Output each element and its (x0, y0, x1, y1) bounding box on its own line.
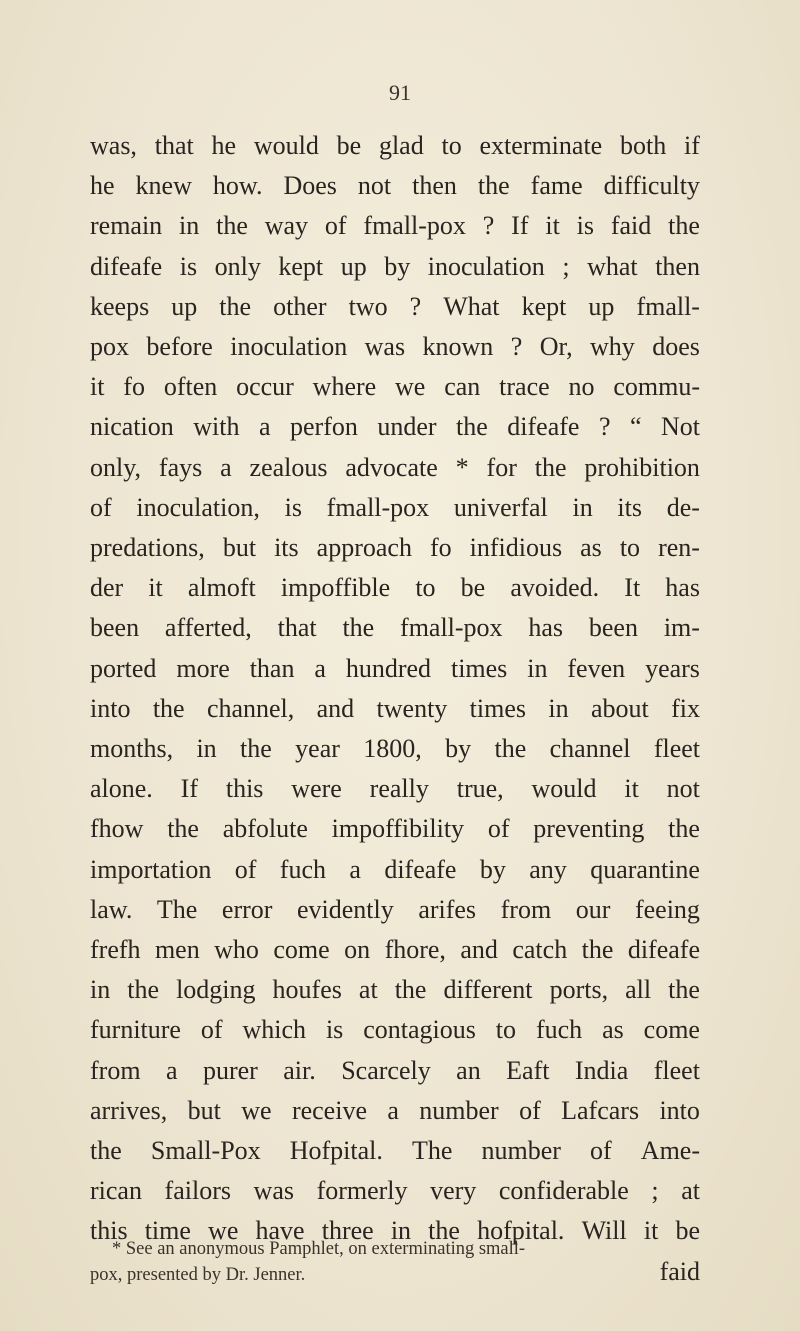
text-line: he knew how. Does not then the fame difficulty (90, 171, 700, 201)
text-line: fhow the abfolute impoffibility of preventing the (90, 814, 700, 844)
text-line: keeps up the other two ? What kept up fmall- (90, 291, 700, 321)
text-line: law. The error evidently arifes from our feeing (90, 894, 700, 924)
footnote (90, 1236, 700, 1288)
page-number: 91 (389, 80, 411, 105)
text-line: pox before inoculation was known ? Or, why does (90, 332, 700, 362)
text-line: from a purer air. Scarcely an Eaft India fleet (90, 1055, 700, 1085)
text-line: ported more than a hundred times in feven years (90, 653, 700, 683)
text-line: furniture of which is contagious to fuch as come (90, 1015, 700, 1045)
text-line: of inoculation, is fmall-pox univerfal in its de- (90, 492, 700, 522)
text-line: only, fays a zealous advocate * for the prohibition (90, 452, 700, 482)
text-line: predations, but its approach fo infidious as to ren- (90, 533, 700, 563)
text-line: difeafe is only kept up by inoculation ; what then (90, 251, 700, 281)
text-line: this time we have three in the hofpital. Will it be (90, 1216, 700, 1246)
text-line: nication with a perfon under the difeafe ? “ Not (90, 412, 700, 442)
body-text (90, 126, 700, 1292)
catchword: faid (659, 1256, 700, 1286)
text-line: the Small-Pox Hofpital. The number of Ame- (90, 1136, 700, 1166)
text-line: was, that he would be glad to exterminate both if (90, 131, 700, 160)
text-line: importation of fuch a difeafe by any quarantine (90, 854, 700, 884)
text-line: arrives, but we receive a number of Lafcars into (90, 1095, 700, 1125)
text-line: alone. If this were really true, would it not (90, 774, 700, 804)
text-line: remain in the way of fmall-pox ? If it is faid the (90, 211, 700, 241)
text-line: in the lodging houfes at the different ports, all the (90, 975, 700, 1005)
text-line: it fo often occur where we can trace no commu- (90, 372, 700, 402)
text-line: frefh men who come on fhore, and catch the difeafe (90, 935, 700, 965)
text-line: months, in the year 1800, by the channel fleet (90, 734, 700, 764)
text-line: into the channel, and twenty times in about fix (90, 693, 700, 723)
footnote-line: * See an anonymous Pamphlet, on exterminating small- (112, 1239, 526, 1259)
text-line: been afferted, that the fmall-pox has been im- (90, 613, 700, 643)
text-line: der it almoft impoffible to be avoided. It has (90, 573, 700, 603)
footnote-line: pox, presented by Dr. Jenner. (90, 1265, 306, 1285)
text-line: rican failors was formerly very confiderable ; at (90, 1176, 700, 1206)
